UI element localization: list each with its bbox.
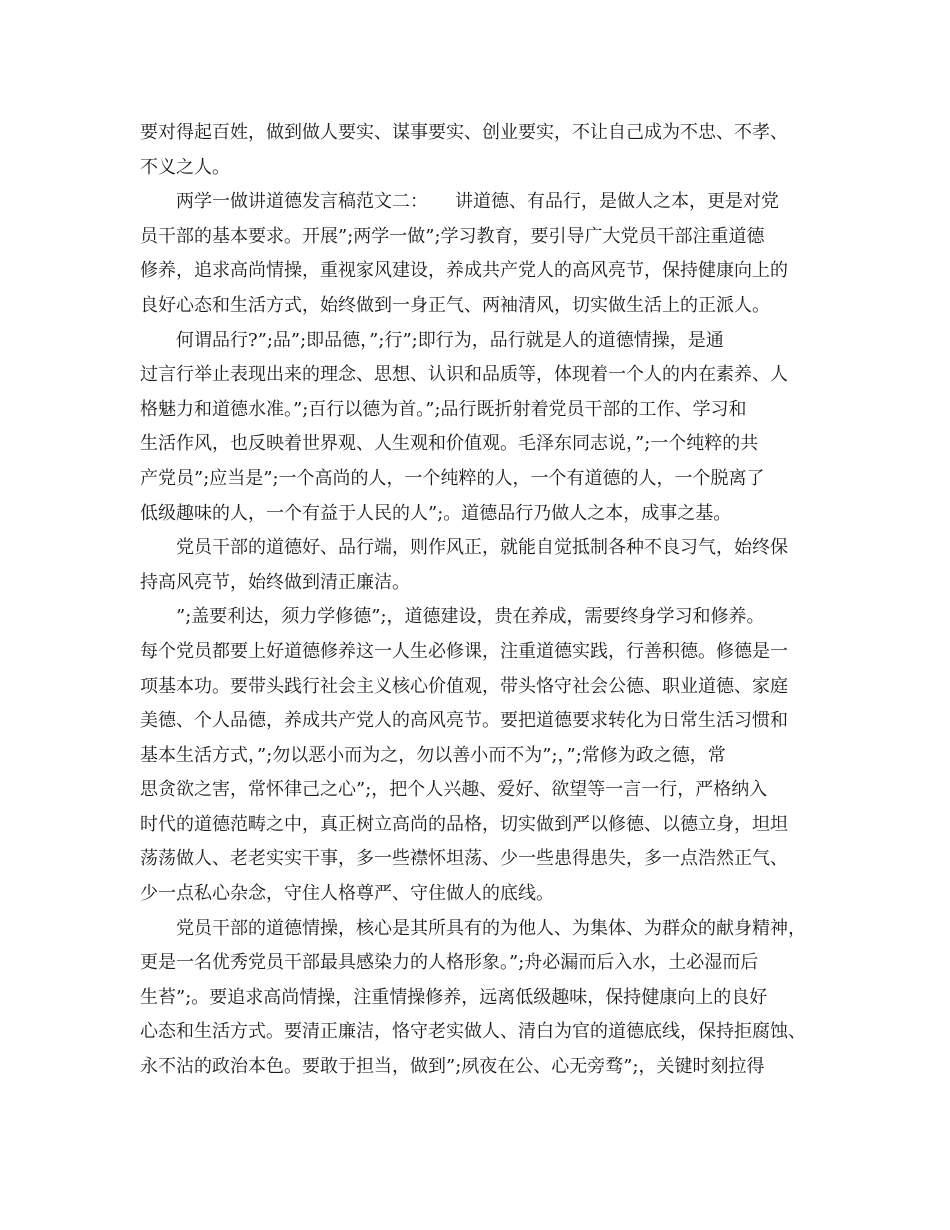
text-line: 修养，追求高尚情操，重视家风建设，养成共产党人的高风亮节，保持健康向上的 — [140, 260, 788, 282]
text-line: 基本生活方式，”;勿以恶小而为之，勿以善小而不为”;，”;常修为政之德，常 — [140, 744, 726, 766]
text-line: 何谓品行?”;品”;即品德，”;行”;即行为，品行就是人的道德情操，是通 — [176, 329, 724, 351]
text-line: 项基本功。要带头践行社会主义核心价值观，带头恪守社会公德、职业道德、家庭 — [140, 675, 788, 697]
text-line: 良好心态和生活方式，始终做到一身正气、两袖清风，切实做生活上的正派人。 — [140, 294, 770, 316]
text-line: 要对得起百姓，做到做人要实、谋事要实、创业要实，不让自己成为不忠、不孝、 — [140, 122, 788, 143]
text-line: ”;盖要利达，须力学修德”;，道德建设，贵在养成，需要终身学习和修养。 — [176, 606, 765, 628]
text-line: 持高风亮节，始终做到清正廉洁。 — [140, 571, 410, 593]
text-line: 格魅力和道德水准。”;百行以德为首。”;品行既折射着党员干部的工作、学习和 — [140, 398, 747, 420]
text-line: 党员干部的道德好、品行端，则作风正，就能自觉抵制各种不良习气，始终保 — [176, 537, 788, 559]
text-line: 产党员”;应当是”;一个高尚的人，一个纯粹的人，一个有道德的人，一个脱离了 — [140, 467, 765, 489]
text-line: 低级趣味的人，一个有益于人民的人”;。道德品行乃做人之本，成事之基。 — [140, 502, 732, 524]
text-line: 时代的道德范畴之中，真正树立高尚的品格，切实做到严以修德、以德立身，坦坦 — [140, 813, 788, 835]
text-line: 生活作风，也反映着世界观、人生观和价值观。毛泽东同志说，”;一个纯粹的共 — [140, 433, 759, 455]
text-line: 员干部的基本要求。开展”;两学一做”;学习教育，要引导广大党员干部注重道德 — [140, 225, 765, 247]
text-line: 永不沾的政治本色。要敢于担当，做到”;夙夜在公、心无旁骛”;，关键时刻拉得 — [140, 1056, 765, 1078]
text-line: 两学一做讲道德发言稿范文二： 讲道德、有品行，是做人之本，更是对党 — [176, 191, 779, 213]
text-line: 少一点私心杂念，守住人格尊严、守住做人的底线。 — [140, 883, 554, 905]
text-line: 不义之人。 — [140, 156, 230, 178]
text-line: 心态和生活方式。要清正廉洁，恪守老实做人、清白为官的道德底线，保持拒腐蚀、 — [140, 1021, 806, 1043]
text-line: 荡荡做人、老老实实干事，多一些襟怀坦荡、少一些患得患失，多一点浩然正气、 — [140, 848, 788, 870]
text-line: 生苔”;。要追求高尚情操，注重情操修养，远离低级趣味，保持健康向上的良好 — [140, 986, 768, 1008]
text-line: 思贪欲之害，常怀律己之心”;，把个人兴趣、爱好、欲望等一言一行，严格纳入 — [140, 779, 768, 801]
text-line: 更是一名优秀党员干部最具感染力的人格形象。”;舟必漏而后入水，土必湿而后 — [140, 952, 759, 974]
text-line: 美德、个人品德，养成共产党人的高风亮节。要把道德要求转化为日常生活习惯和 — [140, 710, 788, 732]
text-line: 党员干部的道德情操，核心是其所具有的为他人、为集体、为群众的献身精神， — [176, 917, 806, 939]
text-line: 过言行举止表现出来的理念、思想、认识和品质等，体现着一个人的内在素养、人 — [140, 364, 788, 386]
document-body — [140, 116, 820, 1085]
text-line: 每个党员都要上好道德修养这一人生必修课，注重道德实践，行善积德。修德是一 — [140, 640, 788, 662]
